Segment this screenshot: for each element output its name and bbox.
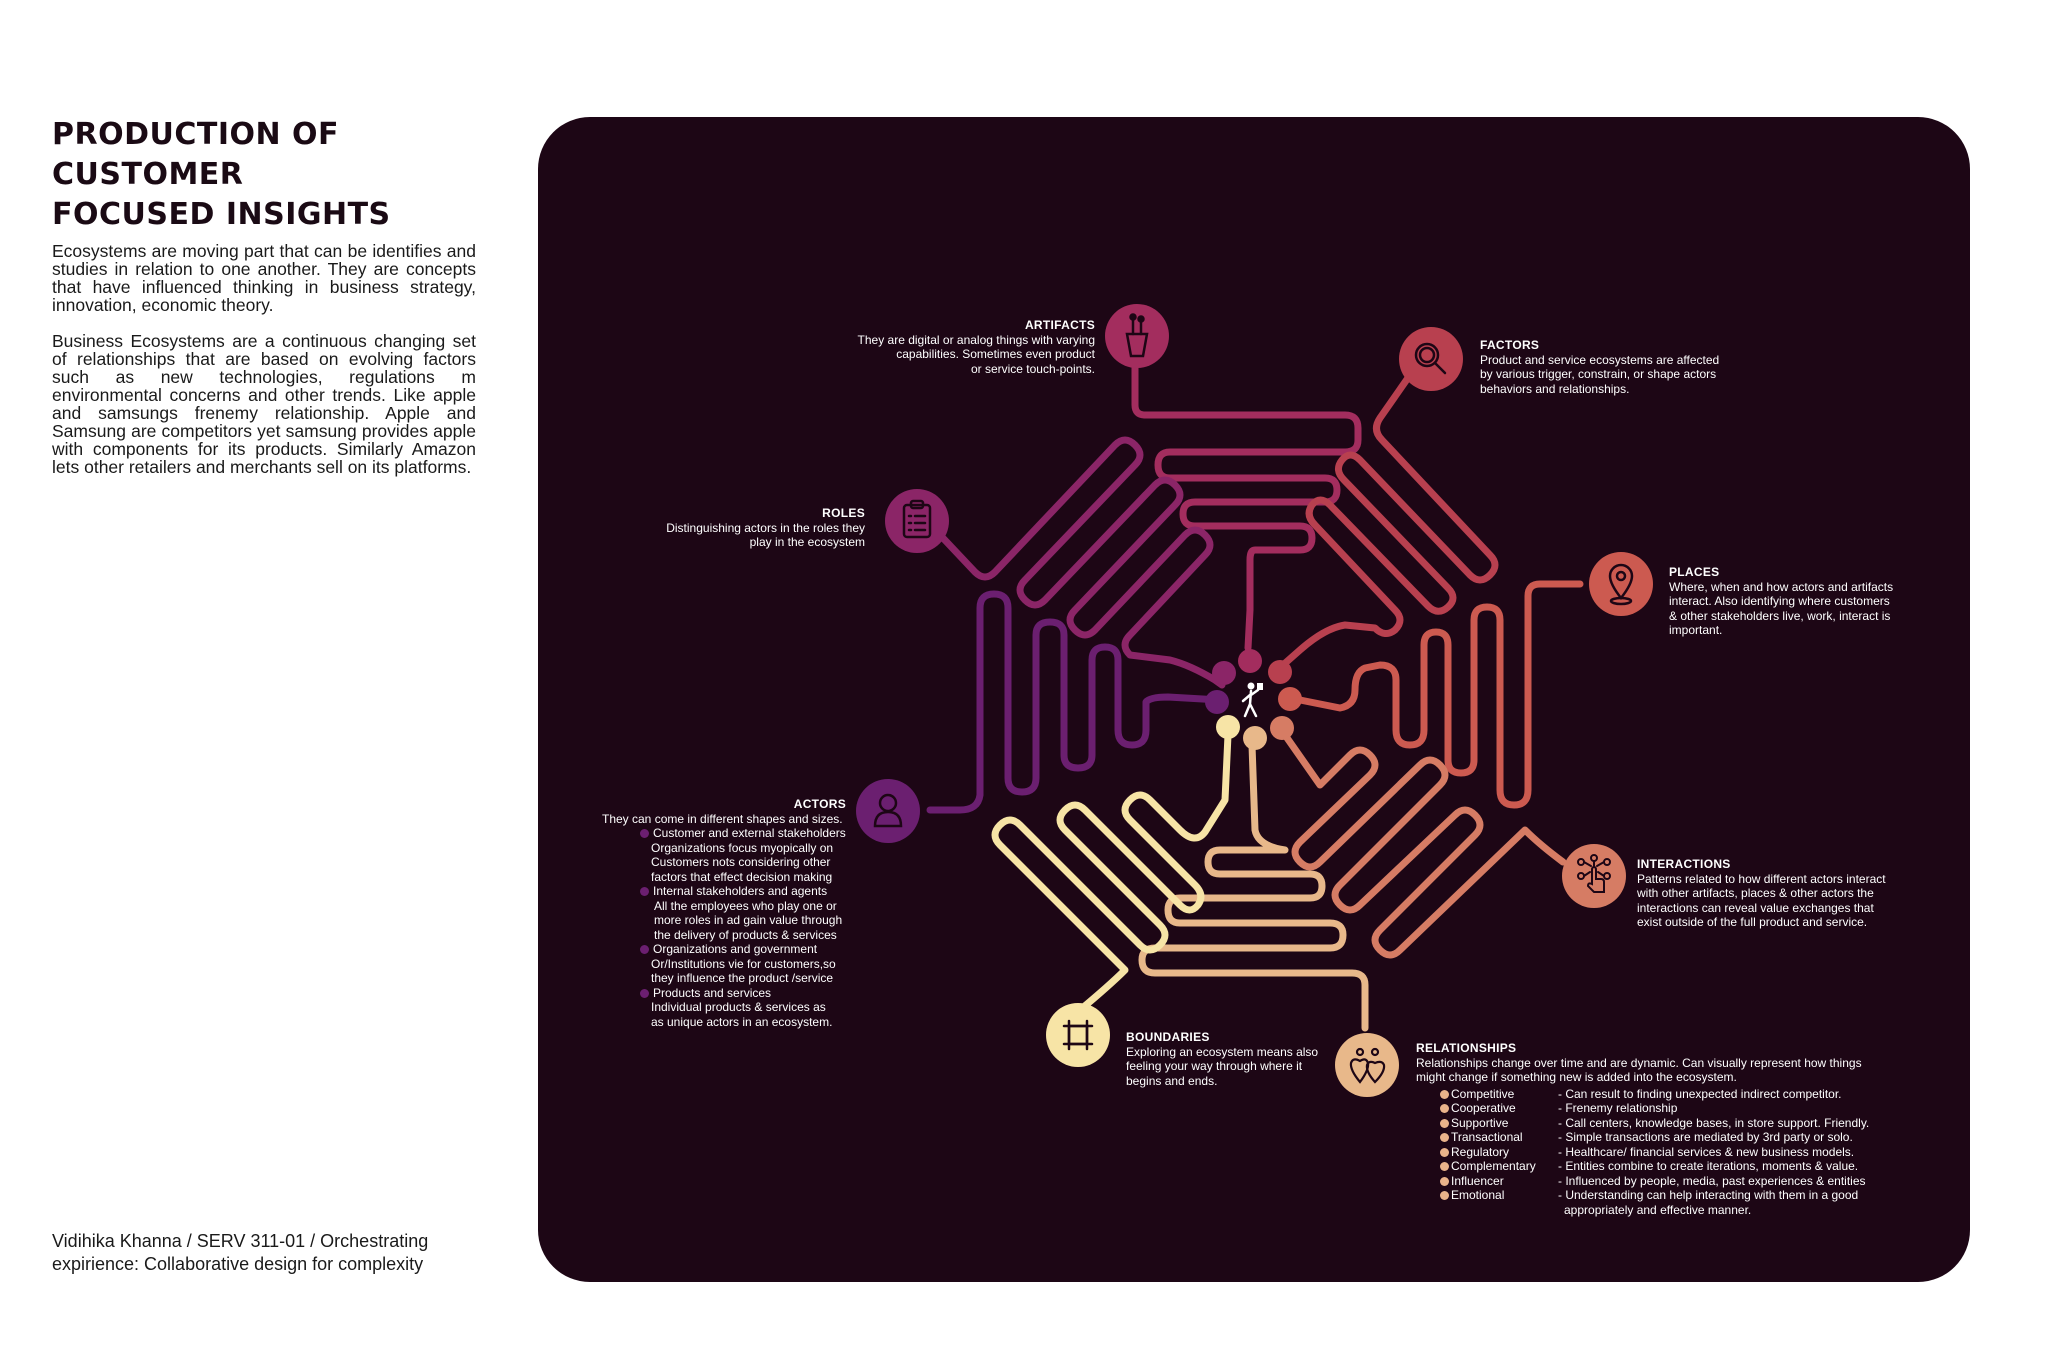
relationship-row bbox=[1416, 1145, 1896, 1160]
hub-dot-boundaries bbox=[1216, 715, 1240, 739]
person-with-bag-icon bbox=[1243, 683, 1263, 717]
actors-item bbox=[640, 986, 846, 1001]
places-label bbox=[1669, 565, 1939, 638]
bullet-dot bbox=[1440, 1119, 1449, 1128]
actors-item-details bbox=[640, 899, 846, 943]
title-line: FOCUSED INSIGHTS bbox=[52, 197, 391, 232]
node-boundaries bbox=[1046, 1003, 1110, 1067]
actors-item-detail: the delivery of products & services bbox=[654, 927, 837, 942]
hub-dot-places bbox=[1278, 687, 1302, 711]
actors-item-details bbox=[640, 841, 846, 885]
intro-paragraph: Business Ecosystems are a continuous changing set of relationships that are based on evolving factors such as new technologies, regulations m environmental concerns and other trends. Like apple and samsungs frenemy relationship. Apple and Samsung are competitors yet samsung provides apple with components for its products. Similarly Amazon lets other retailers and merchants sell on its platforms. bbox=[52, 331, 476, 477]
hub-dot-actors bbox=[1205, 690, 1229, 714]
places-title: PLACES bbox=[1669, 565, 1720, 579]
relationship-desc: - Understanding can help interacting with them in a good bbox=[1558, 1188, 1859, 1202]
roles-title: ROLES bbox=[822, 506, 865, 520]
interactions-desc-line: exist outside of the full product and service. bbox=[1637, 915, 1868, 929]
relationship-type: Cooperative bbox=[1451, 1101, 1516, 1115]
roles-desc-line: Distinguishing actors in the roles they bbox=[666, 520, 865, 535]
bullet-dot bbox=[1440, 1133, 1449, 1142]
actors-title: ACTORS bbox=[793, 797, 846, 811]
actors-label bbox=[560, 797, 846, 1029]
places-desc-line: important. bbox=[1669, 623, 1723, 637]
relationships-intro-line: might change if something new is added into the ecosystem. bbox=[1416, 1070, 1737, 1084]
relationship-type: Supportive bbox=[1451, 1115, 1509, 1130]
actors-item-details bbox=[640, 957, 846, 986]
artifacts-title: ARTIFACTS bbox=[1024, 318, 1095, 332]
relationship-type: Regulatory bbox=[1451, 1144, 1510, 1159]
relationship-row bbox=[1416, 1188, 1896, 1203]
actors-item-detail: factors that effect decision making bbox=[651, 869, 833, 884]
places-desc-line: interact. Also identifying where customers bbox=[1669, 594, 1890, 608]
factors-desc-line: Product and service ecosystems are affected bbox=[1480, 352, 1720, 367]
boundaries-desc-line: Exploring an ecosystem means also bbox=[1126, 1044, 1319, 1059]
actors-list bbox=[560, 826, 846, 1029]
relationship-desc: - Influenced by people, media, past experiences & entities bbox=[1558, 1173, 1866, 1188]
bullet-dot bbox=[1440, 1090, 1449, 1099]
intro-paragraph: Ecosystems are moving part that can be identifies and studies in relation to one another. They are concepts that have influenced thinking in business strategy, innovation, economic theory. bbox=[52, 241, 476, 315]
hub-dot-roles bbox=[1212, 661, 1236, 685]
actors-item-details bbox=[640, 1000, 846, 1029]
actors-item-detail: Customers nots considering other bbox=[651, 855, 831, 869]
actors-item-label: Internal stakeholders and agents bbox=[653, 884, 828, 898]
relationships-path bbox=[1142, 745, 1365, 1028]
hub-dot-artifacts bbox=[1238, 649, 1262, 673]
interactions-desc-line: Patterns related to how different actors interact bbox=[1637, 871, 1886, 886]
bullet-dot bbox=[1440, 1177, 1449, 1186]
relationship-row bbox=[1416, 1203, 1896, 1218]
relationship-desc: - Frenemy relationship bbox=[1558, 1101, 1678, 1115]
bullet-dot bbox=[1440, 1148, 1449, 1157]
bullet-dot bbox=[640, 829, 649, 838]
relationships-intro-line: Relationships change over time and are dynamic. Can visually represent how things bbox=[1416, 1055, 1862, 1070]
bullet-dot bbox=[1440, 1162, 1449, 1171]
places-desc-line: Where, when and how actors and artifacts bbox=[1669, 579, 1894, 594]
actors-item-detail: as unique actors in an ecosystem. bbox=[651, 1014, 833, 1029]
boundaries-desc-line: begins and ends. bbox=[1126, 1073, 1218, 1088]
bullet-dot bbox=[640, 989, 649, 998]
artifacts-label bbox=[795, 318, 1095, 376]
node-places bbox=[1589, 552, 1653, 616]
actors-item-detail: more roles in ad gain value through bbox=[654, 913, 843, 927]
center-hub bbox=[1205, 649, 1302, 750]
title-line: PRODUCTION OF CUSTOMER bbox=[52, 117, 340, 192]
actors-item bbox=[640, 942, 846, 957]
node-factors bbox=[1399, 327, 1463, 391]
relationship-type: Influencer bbox=[1451, 1173, 1504, 1188]
relationship-desc: - Entities combine to create iterations, moments & value. bbox=[1558, 1159, 1859, 1173]
relationship-desc: - Can result to finding unexpected indirect competitor. bbox=[1558, 1086, 1842, 1101]
actors-item-detail: Or/Institutions vie for customers,so bbox=[651, 956, 836, 971]
actors-item bbox=[640, 826, 846, 841]
actors-item-detail: they influence the product /service bbox=[651, 971, 834, 985]
interactions-title: INTERACTIONS bbox=[1637, 857, 1731, 871]
actors-item bbox=[640, 884, 846, 899]
relationship-type: Emotional bbox=[1451, 1188, 1505, 1202]
places-desc-line: & other stakeholders live, work, interact is bbox=[1669, 608, 1891, 623]
relationship-row bbox=[1416, 1116, 1896, 1131]
relationship-row bbox=[1416, 1174, 1896, 1189]
interactions-desc-line: with other artifacts, places & other actors the bbox=[1637, 886, 1874, 900]
bullet-dot bbox=[1440, 1104, 1449, 1113]
relationship-type: Transactional bbox=[1451, 1130, 1523, 1144]
boundaries-label bbox=[1126, 1030, 1346, 1088]
relationship-desc: - Healthcare/ financial services & new business models. bbox=[1558, 1144, 1855, 1159]
relationship-desc-tail: appropriately and effective manner. bbox=[1564, 1202, 1752, 1217]
hub-dot-relationships bbox=[1243, 726, 1267, 750]
node-interactions bbox=[1562, 844, 1626, 908]
roles-desc-line: play in the ecosystem bbox=[749, 535, 865, 549]
interactions-desc-line: interactions can reveal value exchanges that bbox=[1637, 900, 1874, 915]
bullet-dot bbox=[640, 945, 649, 954]
factors-desc-line: by various trigger, constrain, or shape actors bbox=[1480, 367, 1717, 381]
factors-label bbox=[1480, 338, 1780, 396]
bullet-dot bbox=[1440, 1191, 1449, 1200]
boundaries-path bbox=[995, 735, 1228, 1010]
relationship-row bbox=[1416, 1101, 1896, 1116]
node-actors bbox=[856, 779, 920, 843]
relationship-type: Competitive bbox=[1451, 1086, 1515, 1101]
actors-item-label: Customer and external stakeholders bbox=[653, 826, 846, 840]
relationship-desc: - Call centers, knowledge bases, in store support. Friendly. bbox=[1558, 1115, 1870, 1130]
relationships-title: RELATIONSHIPS bbox=[1416, 1041, 1517, 1055]
factors-desc-line: behaviors and relationships. bbox=[1480, 381, 1630, 396]
actors-item-label: Products and services bbox=[653, 985, 772, 1000]
bullet-dot bbox=[640, 887, 649, 896]
roles-label bbox=[585, 506, 865, 550]
actors-item-detail: Individual products & services as bbox=[651, 1000, 826, 1014]
artifacts-desc-line: or service touch-points. bbox=[970, 361, 1095, 376]
relationship-type: Complementary bbox=[1451, 1159, 1536, 1173]
relationship-row bbox=[1416, 1159, 1896, 1174]
places-path bbox=[1282, 584, 1580, 805]
actors-item-label: Organizations and government bbox=[653, 942, 818, 956]
relationships-table bbox=[1416, 1087, 1896, 1218]
actors-item-detail: All the employees who play one or bbox=[654, 898, 837, 913]
hub-dot-factors bbox=[1268, 660, 1292, 684]
node-roles bbox=[885, 489, 949, 553]
relationships-label bbox=[1416, 1041, 1896, 1217]
actors-item-detail: Organizations focus myopically on bbox=[651, 840, 834, 855]
relationship-desc: - Simple transactions are mediated by 3rd party or solo. bbox=[1558, 1130, 1853, 1144]
node-artifacts bbox=[1105, 304, 1169, 368]
actors-intro: They can come in different shapes and sizes. bbox=[602, 811, 843, 826]
boundaries-title: BOUNDARIES bbox=[1126, 1030, 1210, 1044]
interactions-label bbox=[1637, 857, 1937, 930]
boundaries-desc-line: feeling your way through where it bbox=[1126, 1059, 1303, 1073]
credit-line: Vidihika Khanna / SERV 311-01 / Orchestrating bbox=[52, 1231, 429, 1251]
hub-dot-interactions bbox=[1270, 716, 1294, 740]
relationship-row bbox=[1416, 1087, 1896, 1102]
factors-title: FACTORS bbox=[1480, 338, 1540, 352]
artifacts-desc-line: capabilities. Sometimes even product bbox=[896, 347, 1095, 361]
artifacts-desc-line: They are digital or analog things with varying bbox=[857, 332, 1095, 347]
credit-line: expirience: Collaborative design for complexity bbox=[52, 1254, 424, 1274]
relationship-row bbox=[1416, 1130, 1896, 1145]
